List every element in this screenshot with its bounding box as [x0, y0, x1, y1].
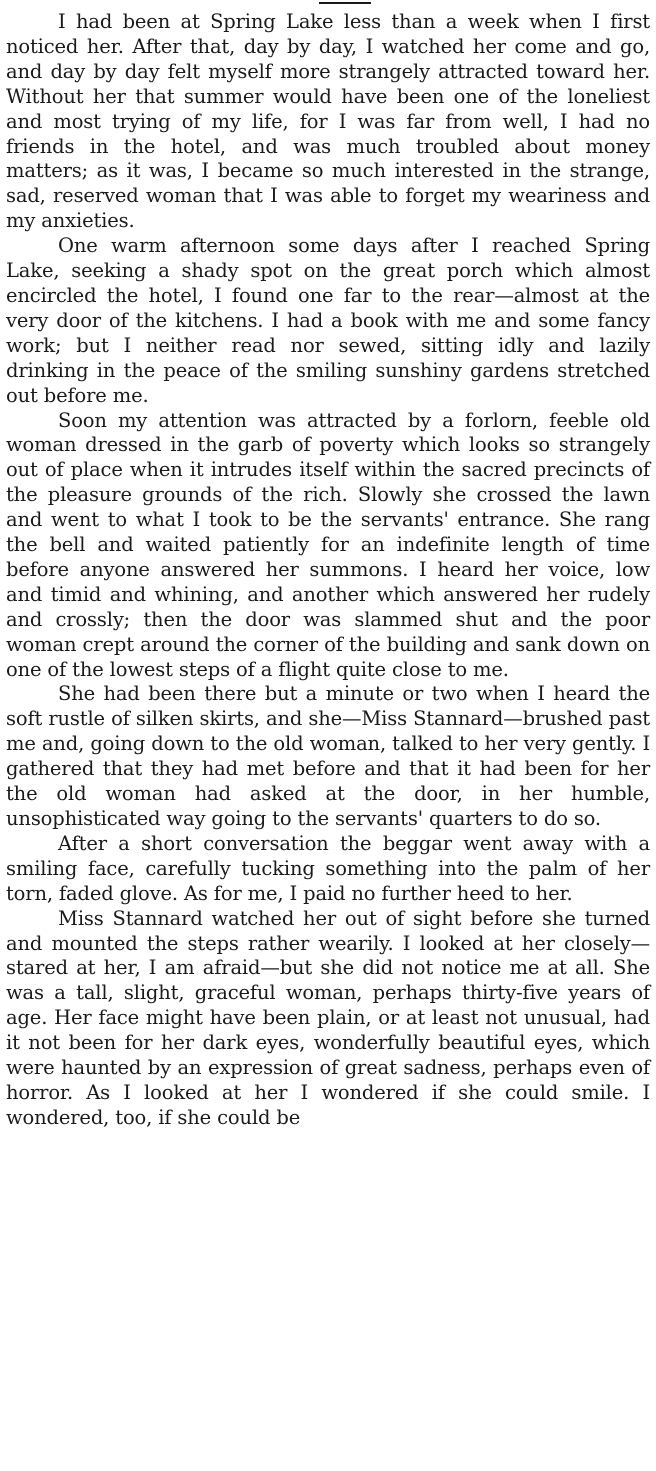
- paragraph-2: One warm afternoon some days after I reached Spring Lake, seeking a shady spot on the great porch which almost encircled the hotel, I found one far to the rear—almost at the very door of the kitchens. I had a book with me and some fancy work; but I neither read nor sewed, sitting idly and lazily drinking in the peace of the smiling sunshiny gardens stretched out before me.: [6, 234, 650, 407]
- paragraph-6: Miss Stannard watched her out of sight before she turned and mounted the steps rather wearily. I looked at her closely—stared at her, I am afraid—but she did not notice me at all. She was a tall, slight, graceful woman, perhaps thirty-five years of age. Her face might have been plain, or at least not unusual, had it not been for her dark eyes, wonderfully beautiful eyes, which were haunted by an expression of great sadness, perhaps even of horror. As I looked at her I wondered if she could smile. I wondered, too, if she could be: [6, 906, 650, 1129]
- paragraph-3: Soon my attention was attracted by a forlorn, feeble old woman dressed in the garb of poverty which looks so strangely out of place when it intrudes itself within the sacred precincts of the pleasure grounds of the rich. Slowly she crossed the lawn and went to what I took to be the servants' entrance. She rang the bell and waited patiently for an indefinite length of time before anyone answered her summons. I heard her voice, low and timid and whining, and another which answered her rudely and crossly; then the door was slammed shut and the poor woman crept around the corner of the building and sank down on one of the lowest steps of a flight quite close to me.: [6, 408, 650, 681]
- paragraph-4: She had been there but a minute or two when I heard the soft rustle of silken skirts, and she—Miss Stannard—brushed past me and, going down to the old woman, talked to her very gently. I gathered that they had met before and that it had been for her the old woman had asked at the door, in her humble, unsophisticated way going to the servants' quarters to do so.: [6, 682, 650, 830]
- section-divider-rule: [319, 2, 371, 4]
- paragraph-1: I had been at Spring Lake less than a week when I first noticed her. After that, day by day, I watched her come and go, and day by day felt myself more strangely attracted toward her. Without her that summer would have been one of the loneliest and most trying of my life, for I was far from well, I had no friends in the hotel, and was much troubled about money matters; as it was, I became so much interested in the strange, sad, reserved woman that I was able to forget my weariness and my anxieties.: [6, 10, 650, 233]
- paragraph-5: After a short conversation the beggar went away with a smiling face, carefully tucking something into the palm of her torn, faded glove. As for me, I paid no further heed to her.: [6, 831, 650, 905]
